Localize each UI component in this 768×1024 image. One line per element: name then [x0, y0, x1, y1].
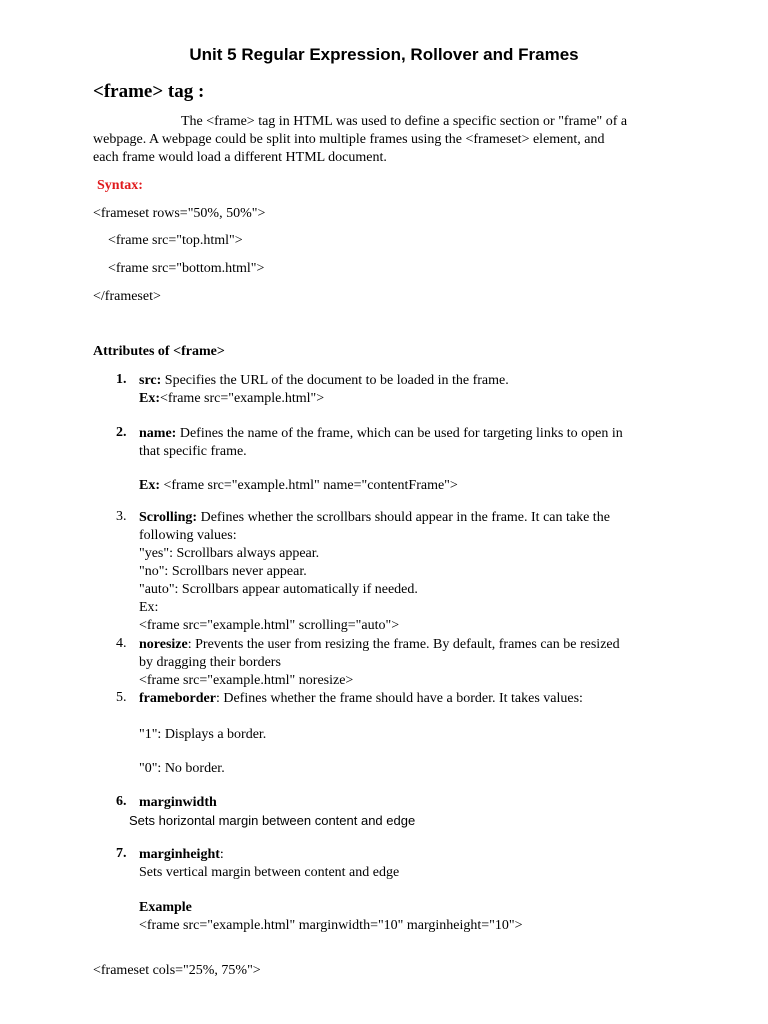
ex-code: <frame src="example.html">	[160, 391, 325, 406]
syntax-line-1: <frameset rows="50%, 50%">	[93, 206, 266, 221]
section-heading: <frame> tag :	[93, 81, 205, 102]
attr-desc: Defines whether the scrollbars should appear in the frame. It can take the	[200, 510, 610, 525]
item-number: 1.	[116, 372, 127, 387]
ex-code: <frame src="example.html" marginwidth="10" marginheight="10">	[139, 918, 523, 933]
attr-desc: : Defines whether the frame should have a border. It takes values:	[215, 691, 583, 706]
footer-code: <frameset cols="25%, 75%">	[93, 963, 261, 978]
syntax-label: Syntax:	[97, 178, 143, 193]
syntax-line-3: <frame src="bottom.html">	[108, 261, 265, 276]
list-item	[139, 690, 583, 778]
attr-value: "auto": Scrollbars appear automatically if needed.	[139, 582, 418, 597]
attr-value: "yes": Scrollbars always appear.	[139, 546, 320, 561]
list-item	[139, 372, 509, 408]
attr-desc: that specific frame.	[139, 444, 247, 459]
attr-value: "0": No border.	[139, 761, 225, 776]
list-item	[139, 794, 217, 812]
intro-paragraph	[93, 113, 673, 167]
ex-code: <frame src="example.html" noresize>	[139, 673, 354, 688]
intro-line-1: The <frame> tag in HTML was used to define a specific section or "frame" of a	[181, 114, 628, 129]
item-number: 6.	[116, 794, 127, 809]
list-item	[139, 846, 523, 935]
attr-desc: following values:	[139, 528, 237, 543]
attr-term: noresize	[139, 637, 188, 652]
list-item	[139, 509, 610, 635]
attr-desc: Sets vertical margin between content and edge	[139, 865, 400, 880]
list-item	[139, 425, 623, 495]
item-number: 5.	[116, 690, 127, 705]
ex-label: Ex:	[139, 391, 160, 406]
ex-label: Ex:	[139, 478, 160, 493]
list-item	[139, 636, 620, 690]
attr-desc: Defines the name of the frame, which can be used for targeting links to open in	[179, 426, 623, 441]
attr-desc: Sets horizontal margin between content and edge	[129, 813, 416, 828]
attr-value: "no": Scrollbars never appear.	[139, 564, 307, 579]
ex-label: Ex:	[139, 600, 159, 615]
attr-value: "1": Displays a border.	[139, 727, 267, 742]
attributes-heading: Attributes of <frame>	[93, 344, 225, 359]
attr-colon: :	[219, 847, 224, 862]
item-number: 7.	[116, 846, 127, 861]
attr-term: Scrolling:	[139, 510, 198, 525]
item-number: 4.	[116, 636, 127, 651]
attr-desc: by dragging their borders	[139, 655, 281, 670]
syntax-line-2: <frame src="top.html">	[108, 233, 243, 248]
attr-term: name:	[139, 426, 177, 441]
intro-line-2: webpage. A webpage could be split into multiple frames using the <frameset> element, and	[93, 132, 605, 147]
ex-label: Example	[139, 900, 192, 915]
attr-term: src:	[139, 373, 162, 388]
ex-code: <frame src="example.html" name="contentFrame">	[160, 478, 458, 493]
attr-desc: : Prevents the user from resizing the frame. By default, frames can be resized	[187, 637, 620, 652]
attr-term: marginwidth	[139, 795, 217, 810]
intro-line-3: each frame would load a different HTML document.	[93, 150, 387, 165]
attr-term: frameborder	[139, 691, 216, 706]
page-title: Unit 5 Regular Expression, Rollover and Frames	[189, 45, 579, 64]
attr-desc: Specifies the URL of the document to be loaded in the frame.	[164, 373, 509, 388]
syntax-line-4: </frameset>	[93, 289, 161, 304]
item-number: 2.	[116, 425, 127, 440]
ex-code: <frame src="example.html" scrolling="auto">	[139, 618, 400, 633]
attr-term: marginheight	[139, 847, 220, 862]
item-number: 3.	[116, 509, 127, 524]
